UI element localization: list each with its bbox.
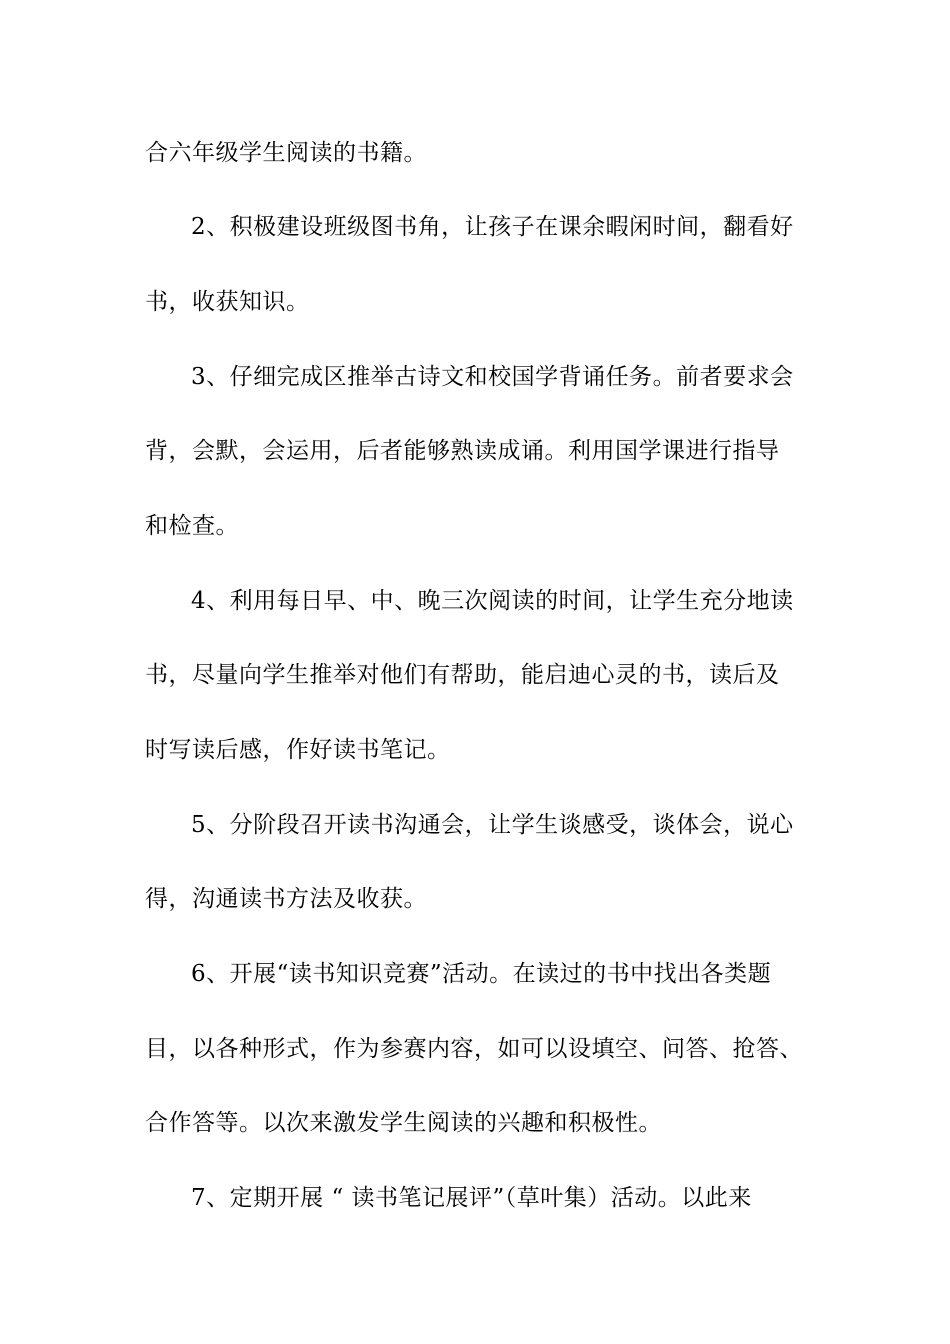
text-line: 2、积极建设班级图书角，让孩子在课余暇闲时间，翻看好 [191, 214, 794, 240]
text-line: 目，以各种形式，作为参赛内容，如可以设填空、问答、抢答、 [145, 1036, 803, 1062]
text-line: 时写读后感，作好读书笔记。 [145, 737, 451, 763]
text-line: 6、开展“读书知识竞赛”活动。在读过的书中找出各类题 [191, 961, 772, 987]
text-line: 得，沟通读书方法及收获。 [145, 886, 427, 912]
text-line: 书，尽量向学生推举对他们有帮助，能启迪心灵的书，读后及 [145, 662, 780, 688]
text-line: 3、仔细完成区推举古诗文和校国学背诵任务。前者要求会 [191, 364, 794, 390]
text-line: 和检查。 [145, 513, 239, 539]
text-line: 背，会默，会运用，后者能够熟读成诵。利用国学课进行指导 [145, 438, 780, 464]
text-line: 合作答等。以次来激发学生阅读的兴趣和积极性。 [145, 1110, 662, 1136]
text-line: 5、分阶段召开读书沟通会，让学生谈感受，谈体会，说心 [191, 812, 794, 838]
text-line: 4、利用每日早、中、晚三次阅读的时间，让学生充分地读 [191, 588, 794, 614]
text-line: 7、定期开展 “ 读书笔记展评”（草叶集）活动。以此来 [191, 1185, 752, 1211]
text-line: 合六年级学生阅读的书籍。 [145, 140, 427, 166]
text-line: 书，收获知识。 [145, 289, 310, 315]
